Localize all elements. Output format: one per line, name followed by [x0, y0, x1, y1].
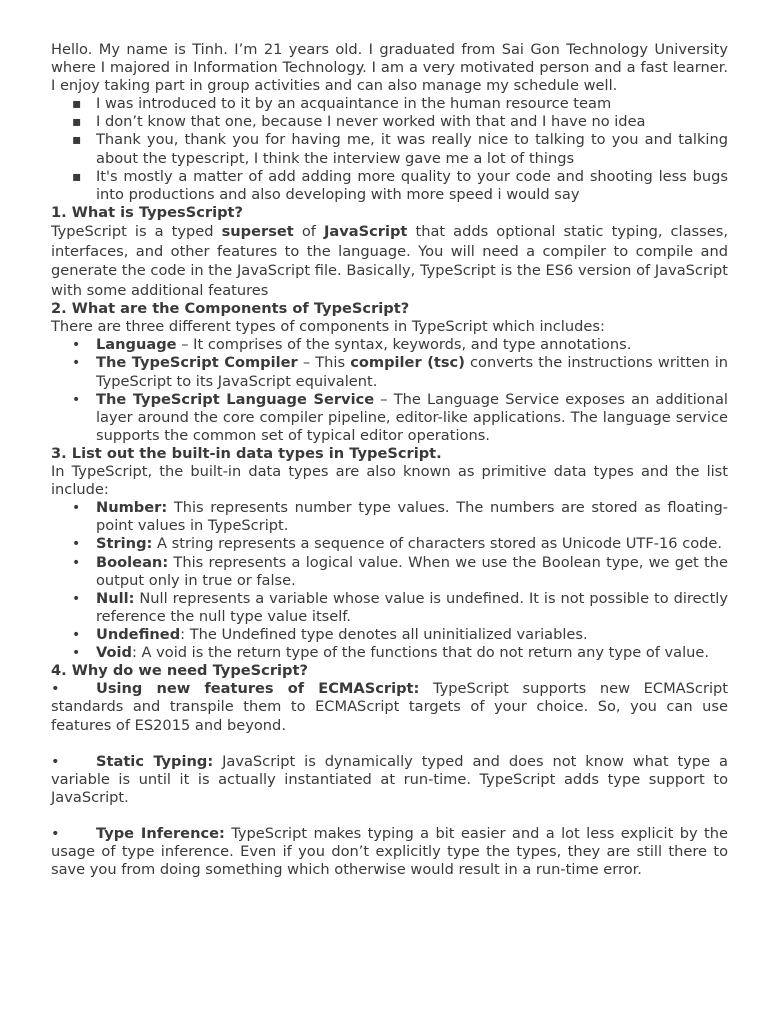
components-list	[51, 336, 728, 445]
bold-term: The TypeScript Compiler	[96, 354, 298, 372]
bullet-glyph: •	[51, 824, 60, 842]
spacer	[51, 807, 728, 825]
bold-term: JavaScript	[323, 223, 408, 241]
bold-term: Undefined	[96, 625, 181, 643]
question-2-heading: 2. What are the Components of TypeScript?	[51, 300, 410, 318]
reason-paragraph	[51, 753, 728, 807]
text-run: of	[293, 223, 324, 241]
item-text: TypeScript supports new ECMAScript standards and transpile them to ECMAScript targets of your choice. So, you can use features of ES2015 and beyond.	[51, 680, 728, 734]
text-run: TypeScript is a typed	[51, 223, 222, 241]
list-item	[51, 391, 728, 445]
bold-term: Null:	[96, 589, 135, 607]
list-item: ▪ It's mostly a matter of add adding more quality to your code and shooting less bugs into productions and also developing with more speed i would say	[51, 168, 728, 204]
list-item	[51, 644, 728, 662]
item-text: JavaScript is dynamically typed and does not know what type a variable is until it is actually instantiated at run-time. TypeScript adds type support to JavaScript.	[51, 752, 728, 806]
text-run: that adds optional static typing, classes, interfaces, and other features to the language. You will need a compiler to compile and generate the code in the JavaScript file. Basically, TypeScript is the ES6 version of JavaScript with some additional features	[51, 223, 728, 299]
question-1-heading: 1. What is TypesScript?	[51, 203, 243, 221]
item-text: – The Language Service exposes an additional layer around the core compiler pipeline, editor-like applications. The language service supports the common set of typical editor operations.	[96, 390, 728, 444]
list-item: ▪ I was introduced to it by an acquaintance in the human resource team	[51, 95, 728, 113]
reason-paragraph	[51, 680, 728, 734]
list-item: ▪ Thank you, thank you for having me, it was really nice to talking to you and talking about the typescript, I think the interview gave me a lot of things	[51, 131, 728, 167]
question-4-heading: 4. Why do we need TypeScript?	[51, 662, 308, 680]
item-text: – It comprises of the syntax, keywords, and type annotations.	[176, 336, 632, 354]
bold-term: Static Typing:	[96, 752, 214, 770]
intro-paragraph: Hello. My name is Tinh. I’m 21 years old. I graduated from Sai Gon Technology University where I majored in Information Technology. I am a very motivated person and a fast learner. I enjoy taking part in group activities and can also manage my schedule well.	[51, 41, 728, 95]
question-3-intro: In TypeScript, the built-in data types are also known as primitive data types and the list include:	[51, 463, 728, 499]
item-text: : The Undefined type denotes all uninitialized variables.	[180, 625, 588, 643]
item-text: : A void is the return type of the functions that do not return any type of value.	[131, 644, 710, 662]
bold-term: Using new features of ECMAScript:	[96, 680, 420, 698]
item-text: A string represents a sequence of characters stored as Unicode UTF-16 code.	[152, 535, 723, 553]
answers-list	[51, 95, 728, 204]
data-types-list	[51, 499, 728, 662]
list-item	[51, 354, 728, 390]
list-item	[51, 554, 728, 590]
bold-term: compiler (tsc)	[350, 354, 465, 372]
list-item: ▪ I don’t know that one, because I never worked with that and I have no idea	[51, 113, 728, 131]
item-text: This represents number type values. The numbers are stored as floating-point values in TypeScript.	[96, 499, 728, 535]
item-text: – This	[297, 354, 351, 372]
question-3-heading: 3. List out the built-in data types in TypeScript.	[51, 444, 442, 462]
document-page	[51, 41, 728, 879]
list-item	[51, 590, 728, 626]
list-item	[51, 336, 728, 354]
item-text: This represents a logical value. When we use the Boolean type, we get the output only in true or false.	[96, 553, 728, 589]
bold-term: Language	[96, 336, 177, 354]
list-item	[51, 499, 728, 535]
bold-term: The TypeScript Language Service	[96, 390, 375, 408]
bullet-glyph: •	[51, 680, 60, 698]
list-item	[51, 626, 728, 644]
question-2-intro: There are three different types of components in TypeScript which includes:	[51, 318, 605, 336]
bold-term: Boolean:	[96, 553, 169, 571]
question-1-answer	[51, 222, 728, 300]
bold-term: String:	[96, 535, 153, 553]
item-text: TypeScript makes typing a bit easier and a lot less explicit by the usage of type inference. Even if you don’t explicitly type the types, they are still there to save you from doing something which otherwise would result in a run-time error.	[51, 824, 728, 879]
reason-paragraph	[51, 825, 728, 879]
item-text: Null represents a variable whose value is undefined. It is not possible to directly reference the null type value itself.	[96, 589, 728, 625]
bold-term: Type Inference:	[96, 824, 225, 842]
bullet-glyph: •	[51, 752, 60, 770]
item-text: converts the instructions written in TypeScript to its JavaScript equivalent.	[96, 354, 728, 390]
bold-term: Void	[96, 644, 132, 662]
list-item	[51, 535, 728, 553]
spacer	[51, 735, 728, 753]
bold-term: Number:	[96, 499, 168, 517]
bold-term: superset	[221, 223, 294, 241]
